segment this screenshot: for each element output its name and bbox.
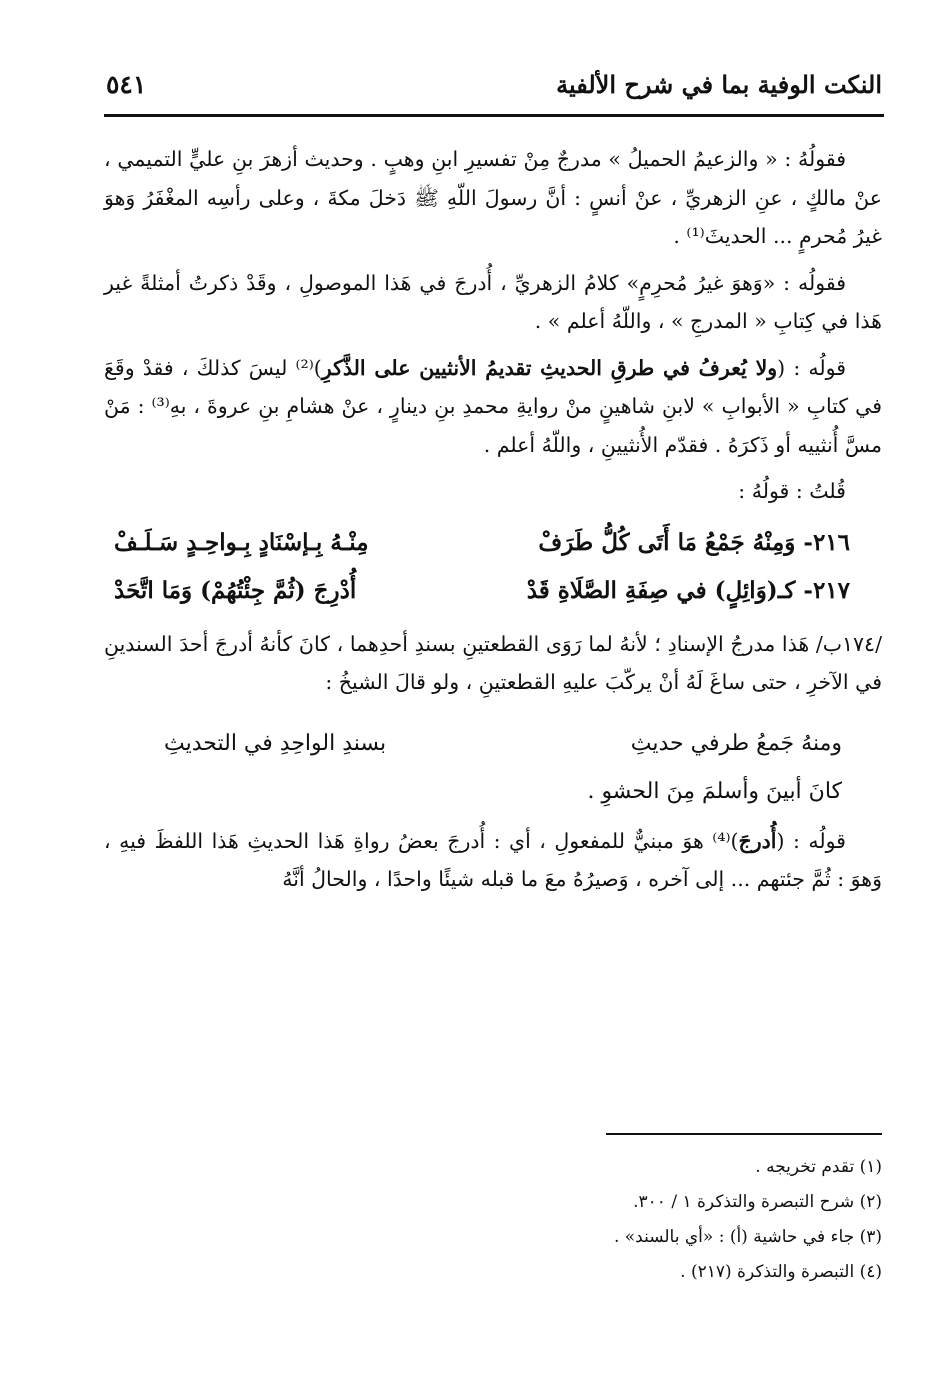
page-header (106, 64, 882, 104)
paragraph-4: قُلتُ : قولُهُ : (738, 479, 846, 503)
suggested-verse-line-2: كانَ أبينَ وأسلمَ مِنَ الحشوِ . (587, 778, 842, 804)
paragraph-6 (104, 822, 882, 899)
footnote-4: (٤) التبصرة والتذكرة (٢١٧) . (680, 1262, 882, 1282)
verse-217-second-hemistich: أُدْرِجَ (ثُمَّ جِئْتُهُمْ) وَمَا اتَّحَدْ (114, 576, 357, 604)
suggested-verse-second-hemistich: بسندِ الواحِدِ في التحديثِ (164, 730, 387, 756)
paragraph-3-intro: قولُه : ( (777, 355, 846, 380)
header-rule (104, 114, 884, 117)
paragraph-6-intro: قولُه : ( (776, 828, 846, 853)
verse-block (104, 519, 882, 615)
paragraph-6-rest: )⁽⁴⁾ هوَ مبنيٌّ للمفعولِ ، أي : أُدرجَ بعضُ رواةِ هَذا الحديثِ هَذا اللفظَ فيهِ ، وَهوَ : ثُمَّ جئتهم ... إلى آخره ، وَصيرُهُ معَ ما قبله شيئًا واحدًا ، والحالُ أنَّهُ (104, 828, 882, 891)
footnote-3: (٣) جاء في حاشية (أ) : «أي بالسند» . (613, 1227, 882, 1247)
suggested-verse-line-1 (164, 720, 842, 768)
verse-217-first-hemistich: ٢١٧- كـ(وَائِلٍ) في صِفَةِ الصَّلَاةِ قَدْ (526, 576, 850, 604)
paragraph-3 (104, 349, 882, 465)
paragraph-3-rest: )⁽²⁾ ليسَ كذلكَ ، فقدْ وقَعَ في كتابِ « الأبوابِ » لابنِ شاهينٍ منْ روايةِ محمدِ بنِ دينارٍ ، عنْ هشامِ بنِ عروةَ ، بهِ⁽³⁾ : مَنْ مسَّ أُنثييه أو ذَكرَهُ . فقدّم الأُنثيينِ ، واللّهُ أعلم . (104, 355, 882, 457)
suggested-verse (104, 720, 882, 816)
paragraph-3-quote: ولا يُعرفُ في طرقِ الحديثِ تقديمُ الأنثيين على الذَّكرِ (321, 355, 778, 380)
main-text (104, 140, 882, 907)
paragraph-5: /١٧٤ب/ هَذا مدرجُ الإسنادِ ؛ لأنهُ لما رَوَى القطعتينِ بسندِ أحدِهما ، كانَ كأنهُ أدرجَ أحدَ السندينِ في الآخرِ ، حتى ساغَ لَهُ أنْ يركّبَ عليهِ القطعتينِ ، ولو قالَ الشيخُ : (104, 631, 882, 694)
footnote-1: (١) تقدم تخريجه . (755, 1157, 882, 1177)
footnote-2: (٢) شرح التبصرة والتذكرة ١ / ٣٠٠. (633, 1192, 882, 1212)
verse-216-second-hemistich: مِنْـهُ بِـإسْنَادٍ بِـواحِـدٍ سَـلَـفْ (114, 528, 369, 556)
paragraph-2: فقولُه : «وَهوَ غيرُ مُحرِمٍ» كلامُ الزهريِّ ، أُدرجَ في هَذا الموصولِ ، وقَدْ ذكرتُ أمثلةً غير هَذا في كِتابِ « المدرجِ » ، واللّهُ أعلم » . (104, 270, 882, 333)
suggested-verse-first-hemistich: ومنهُ جَمعُ طرفي حديثِ (630, 730, 842, 756)
page-number: ٥٤١ (106, 69, 147, 99)
verse-217 (104, 567, 882, 615)
running-title: النكت الوفية بما في شرح الألفية (556, 69, 882, 99)
paragraph-6-quote: أُدرجَ (738, 828, 777, 853)
paragraph-1: فقولُهُ : « والزعيمُ الحميلُ » مدرجٌ مِنْ تفسيرِ ابنِ وهبٍ . وحديث أزهرَ بنِ عليٍّ التميمي ، عنْ مالكٍ ، عنِ الزهريِّ ، عنْ أنسٍ : أنَّ رسولَ اللّهِ ﷺ دَخلَ مكةَ ، وعلى رأسِه المغْفَرُ وَهوَ غيرُ مُحرمٍ ... الحديثَ⁽¹⁾ . (104, 147, 882, 248)
footnote-rule (606, 1133, 882, 1135)
footnotes (104, 1150, 882, 1290)
verse-216 (104, 519, 882, 567)
verse-216-first-hemistich: ٢١٦- وَمِنْهُ جَمْعُ مَا أَتَى كُلُّ طَرَفْ (538, 528, 850, 556)
